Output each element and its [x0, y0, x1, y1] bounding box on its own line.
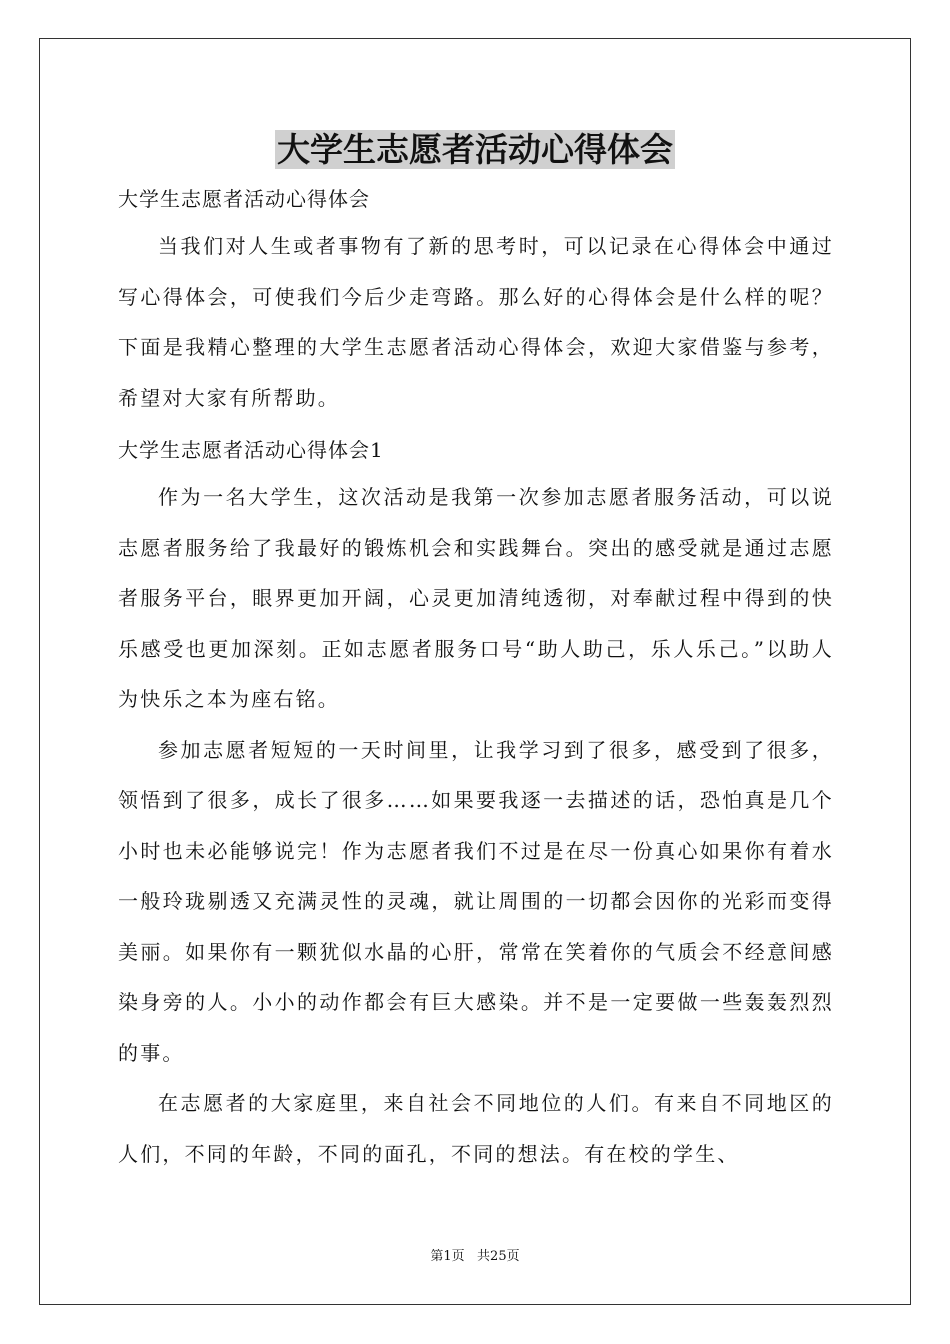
- body-paragraph: 参加志愿者短短的一天时间里，让我学习到了很多，感受到了很多，领悟到了很多，成长了很多……如果要我逐一去描述的话，恐怕真是几个小时也未必能够说完！作为志愿者我们不过是在尽一份真心如果你有着水一般玲珑剔透又充满灵性的灵魂，就让周围的一切都会因你的光彩而变得美丽。如果你有一颗犹似水晶的心肝，常常在笑着你的气质会不经意间感染身旁的人。小小的动作都会有巨大感染。并不是一定要做一些轰轰烈烈的事。: [118, 737, 834, 1065]
- section-heading: 大学生志愿者活动心得体会1: [118, 438, 384, 462]
- document-title-text: 大学生志愿者活动心得体会: [277, 130, 673, 169]
- document-title: [0, 128, 950, 172]
- document-body: [118, 177, 834, 1179]
- page-footer: 第1页 共25页: [430, 1249, 520, 1264]
- body-paragraph: 在志愿者的大家庭里，来自社会不同地位的人们。有来自不同地区的人们，不同的年龄，不同的面孔，不同的想法。有在校的学生、: [118, 1091, 834, 1166]
- body-paragraph: 作为一名大学生，这次活动是我第一次参加志愿者服务活动，可以说志愿者服务给了我最好的锻炼机会和实践舞台。突出的感受就是通过志愿者服务平台，眼界更加开阔，心灵更加清纯透彻，对奉献过程中得到的快乐感受也更加深刻。正如志愿者服务口号“助人助己，乐人乐己。”以助人为快乐之本为座右铭。: [118, 485, 834, 711]
- intro-paragraph: 当我们对人生或者事物有了新的思考时，可以记录在心得体会中通过写心得体会，可使我们今后少走弯路。那么好的心得体会是什么样的呢？下面是我精心整理的大学生志愿者活动心得体会，欢迎大家借鉴与参考，希望对大家有所帮助。: [118, 234, 834, 410]
- intro-heading: 大学生志愿者活动心得体会: [118, 187, 370, 211]
